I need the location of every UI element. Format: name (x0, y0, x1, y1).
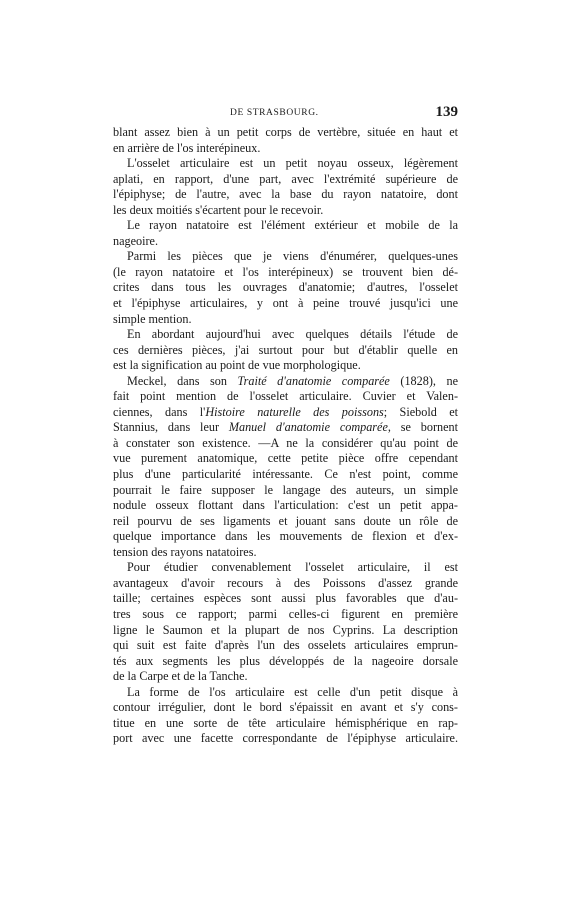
text-line: L'osselet articulaire est un petit noyau osseux, légèrement (127, 156, 458, 171)
text-line: fait point mention de l'osselet articulaire. Cuvier et Valen- (113, 389, 458, 404)
text-line: l'épiphyse; de l'autre, avec la base du rayon natatoire, dont (113, 187, 458, 202)
text-line: vue purement anatomique, cette petite pièce offre cependant (113, 451, 458, 466)
text-line: simple mention. (113, 311, 192, 326)
text-line: blant assez bien à un petit corps de vertèbre, située en haut et (113, 125, 458, 139)
text-line: taille; certaines espèces sont aussi plus favorables que d'au- (113, 591, 458, 606)
text-line: tension des rayons natatoires. (113, 544, 257, 559)
text-line: contour irrégulier, dont le bord s'épaissit en avant et s'y cons- (113, 700, 458, 715)
text-line: pourrait le faire supposer le langage des auteurs, un simple (113, 482, 458, 497)
text-line: ligne le Saumon et la plupart de nos Cyprins. La description (113, 622, 458, 637)
text-line: La forme de l'os articulaire est celle d'un petit disque à (127, 684, 458, 699)
text-line: Pour étudier convenablement l'osselet articulaire, il est (127, 560, 458, 575)
text-line: nodule osseux flottant dans l'articulation: c'est un petit appa- (113, 498, 458, 513)
page-header (113, 105, 458, 123)
text-line: à constater son existence. —A ne la considérer qu'au point de (113, 435, 458, 450)
paragraph (113, 125, 458, 156)
text-line: aplati, en rapport, d'une part, avec l'extrémité supérieure de (113, 171, 458, 186)
text-line: crites dans tous les ouvrages d'anatomie; d'autres, l'osselet (113, 280, 458, 295)
running-head: DE STRASBOURG. (230, 108, 319, 118)
text-line: Le rayon natatoire est l'élément extérieur et mobile de la (127, 218, 458, 233)
text-line: En abordant aujourd'hui avec quelques détails l'étude de (127, 327, 458, 342)
text-line: de la Carpe et de la Tanche. (113, 669, 248, 684)
text-line: ces dernières pièces, j'ai surtout pour but d'établir quelle en (113, 342, 458, 357)
text-line: et l'épiphyse articulaires, y ont à peine trouvé jusqu'ici une (113, 296, 458, 311)
text-line: qui suit est faite d'après l'un des osselets articulaires emprun- (113, 638, 458, 653)
book-title: Manuel d'anatomie comparée (228, 420, 388, 435)
text-line: quelque importance dans les mouvements de flexion et d'ex- (113, 529, 458, 544)
paragraph (113, 327, 458, 374)
text-line: tres sous ce rapport; parmi celles-ci figurent en première (113, 606, 458, 621)
text-line: tés aux segments les plus développés de la nageoire dorsale (113, 653, 458, 668)
text-line: nageoire. (113, 233, 159, 248)
text-line: port avec une facette correspondante de l'épiphyse articulaire. (113, 731, 458, 746)
paragraph (113, 218, 458, 249)
text-line: reil pourvu de ses ligaments et jouant sans doute un rôle de (113, 513, 458, 528)
body-text (113, 125, 458, 747)
paragraph (113, 249, 458, 327)
text-line: est la signification au point de vue morphologique. (113, 358, 361, 373)
paragraph (113, 374, 458, 561)
book-title: Traité d'anatomie comparée (237, 373, 390, 388)
text-line: ciennes, dans l'Histoire naturelle des poissons; Siebold et (113, 404, 458, 419)
paragraph (113, 560, 458, 684)
text-line: plus d'une particularité intéressante. Ce n'est point, comme (113, 467, 458, 482)
paragraph (113, 156, 458, 218)
text-line: (le rayon natatoire et l'os interépineux) se trouvent bien dé- (113, 264, 458, 279)
paragraph (113, 685, 458, 747)
text-line: Meckel, dans son Traité d'anatomie comparée (1828), ne (127, 373, 458, 388)
text-line: les deux moitiés s'écartent pour le recevoir. (113, 202, 324, 217)
text-line: avantageux d'avoir recours à des Poissons d'assez grande (113, 575, 458, 590)
page-number: 139 (435, 104, 458, 120)
text-line: Stannius, dans leur Manuel d'anatomie comparée, se bornent (113, 420, 458, 435)
text-line: titue en une sorte de tête articulaire hémisphérique en rap- (113, 715, 458, 730)
text-line: en arrière de l'os interépineux. (113, 140, 261, 155)
book-title: Histoire naturelle des poissons (205, 404, 384, 419)
text-line: Parmi les pièces que je viens d'énumérer, quelques-unes (127, 249, 458, 264)
